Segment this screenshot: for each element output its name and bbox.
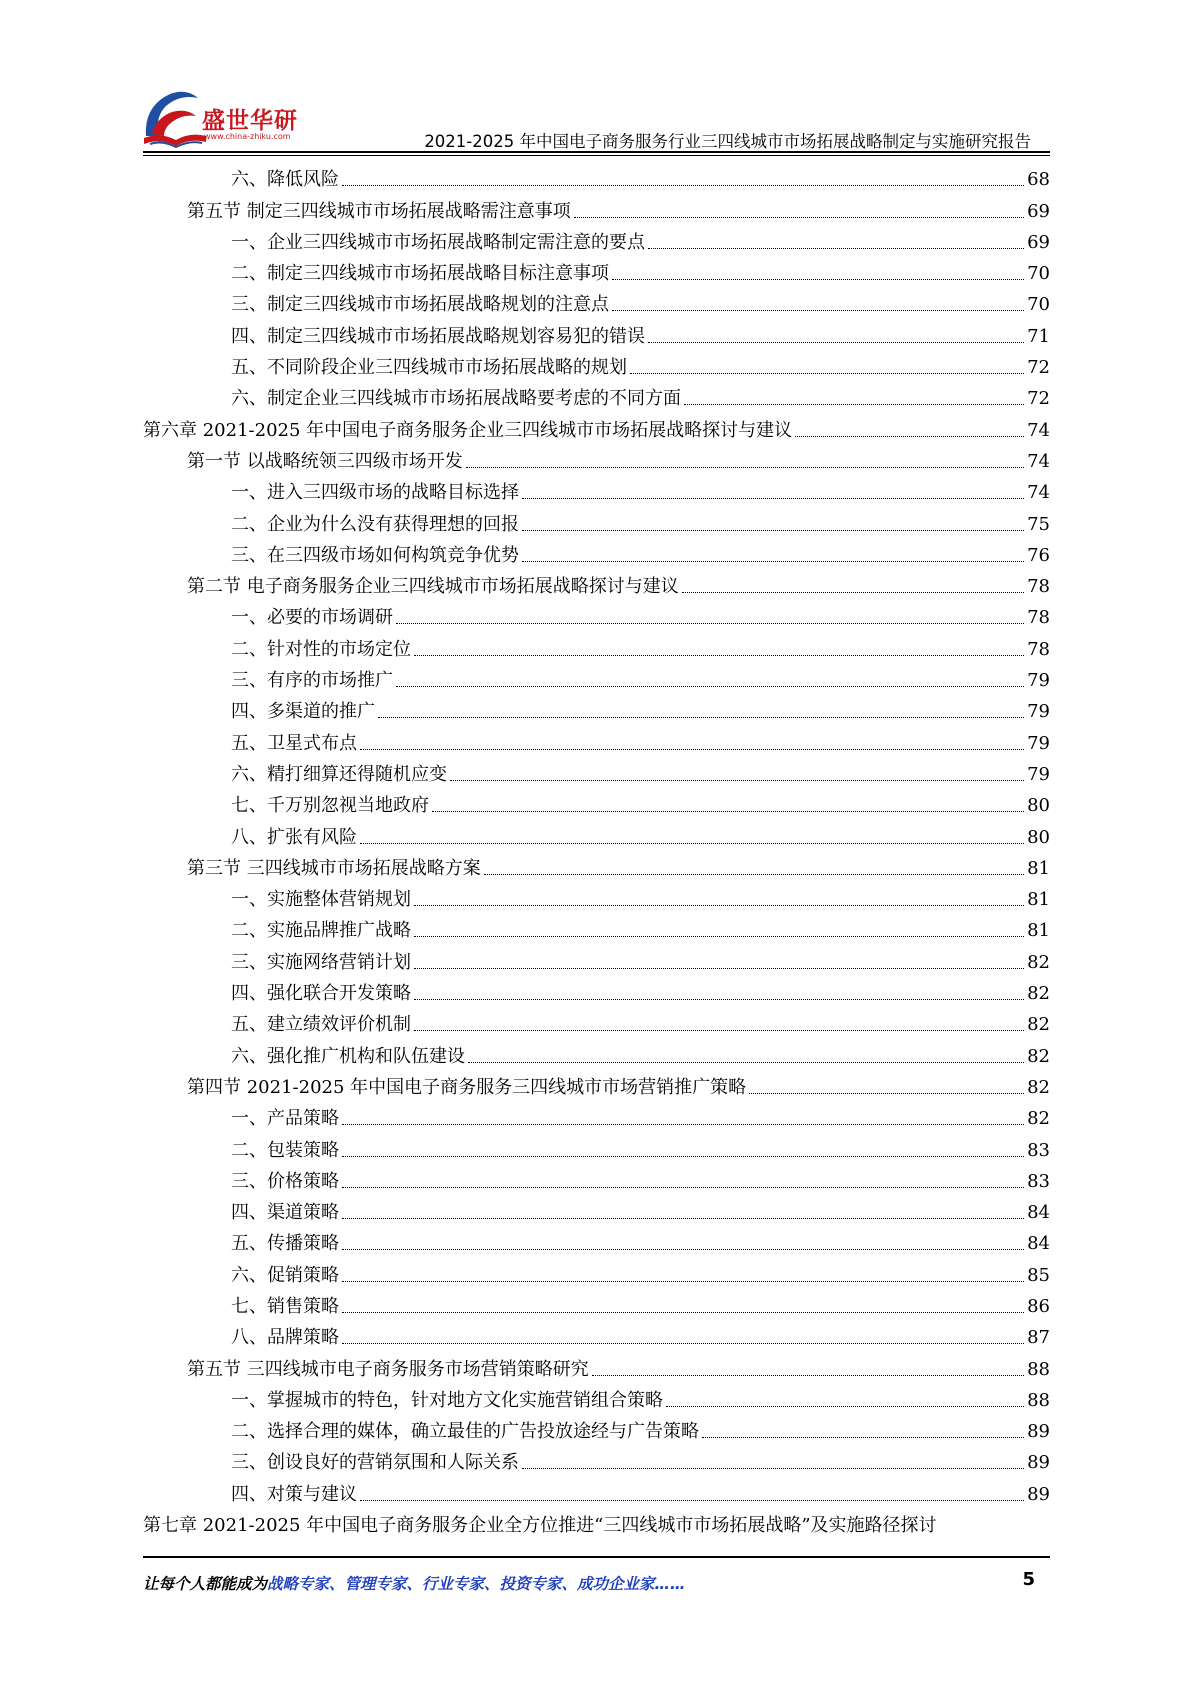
toc-page-number: 89: [1027, 1421, 1050, 1443]
toc-subsection-entry[interactable]: [143, 223, 1050, 254]
toc-entry-title: 三、有序的市场推广: [231, 670, 393, 692]
toc-dot-leader: [684, 404, 1024, 405]
toc-page-number: 78: [1027, 607, 1050, 629]
toc-dot-leader: [630, 373, 1024, 374]
toc-page-number: 82: [1027, 983, 1050, 1005]
toc-dot-leader: [414, 999, 1024, 1000]
toc-entry-title: 第一节 以战略统领三四级市场开发: [187, 450, 463, 472]
toc-dot-leader: [592, 1375, 1024, 1376]
toc-subsection-entry[interactable]: [143, 1318, 1050, 1349]
toc-entry-title: 一、实施整体营销规划: [231, 889, 411, 911]
toc-page-number: 86: [1027, 1295, 1050, 1317]
toc-subsection-entry[interactable]: [143, 285, 1050, 316]
toc-page-number: 69: [1027, 200, 1050, 222]
toc-dot-leader: [432, 811, 1024, 812]
toc-entry-title: 第六章 2021-2025 年中国电子商务服务企业三四线城市市场拓展战略探讨与建议: [143, 419, 793, 441]
toc-entry-title: 一、必要的市场调研: [231, 607, 393, 629]
toc-page-number: 84: [1027, 1202, 1050, 1224]
toc-dot-leader: [414, 936, 1024, 937]
page-header: [0, 0, 1191, 160]
toc-entry-title: 三、在三四级市场如何构筑竞争优势: [231, 544, 519, 566]
toc-dot-leader: [342, 1343, 1024, 1344]
toc-dot-leader: [360, 1500, 1024, 1501]
toc-page-number: 78: [1027, 638, 1050, 660]
toc-page-number: 74: [1027, 482, 1050, 504]
toc-subsection-entry[interactable]: [143, 1162, 1050, 1193]
toc-dot-leader: [484, 874, 1024, 875]
toc-entry-title: 六、强化推广机构和队伍建设: [231, 1045, 465, 1067]
toc-entry-title: 三、价格策略: [231, 1170, 339, 1192]
table-of-contents: [143, 160, 1050, 1537]
toc-dot-leader: [342, 1124, 1024, 1125]
toc-entry-title: 八、品牌策略: [231, 1327, 339, 1349]
toc-dot-leader: [360, 749, 1024, 750]
toc-dot-leader: [648, 248, 1024, 249]
toc-subsection-entry[interactable]: [143, 1287, 1050, 1318]
header-divider: [143, 151, 1050, 153]
toc-page-number: 83: [1027, 1170, 1050, 1192]
toc-page-number: 79: [1027, 732, 1050, 754]
toc-subsection-entry[interactable]: [143, 504, 1050, 535]
toc-entry-title: 四、制定三四线城市市场拓展战略规划容易犯的错误: [231, 325, 645, 347]
toc-section-entry[interactable]: [143, 191, 1050, 222]
toc-entry-title: 三、制定三四线城市市场拓展战略规划的注意点: [231, 294, 609, 316]
toc-subsection-entry[interactable]: [143, 254, 1050, 285]
toc-page-number: 70: [1027, 294, 1050, 316]
toc-dot-leader: [342, 185, 1024, 186]
toc-page-number: 68: [1027, 169, 1050, 191]
toc-entry-title: 第七章 2021-2025 年中国电子商务服务企业全方位推进“三四线城市市场拓展战略”及实施路径探讨: [143, 1515, 937, 1537]
toc-page-number: 88: [1027, 1358, 1050, 1380]
toc-subsection-entry[interactable]: [143, 692, 1050, 723]
toc-entry-title: 八、扩张有风险: [231, 826, 357, 848]
logo-name: 盛世华研: [202, 108, 298, 134]
toc-entry-title: 一、产品策略: [231, 1108, 339, 1130]
toc-subsection-entry[interactable]: [143, 536, 1050, 567]
toc-entry-title: 六、精打细算还得随机应变: [231, 763, 447, 785]
toc-entry-title: 六、降低风险: [231, 169, 339, 191]
toc-entry-title: 二、包装策略: [231, 1139, 339, 1161]
toc-subsection-entry[interactable]: [143, 661, 1050, 692]
footer-divider: [143, 1556, 1050, 1558]
toc-subsection-entry[interactable]: [143, 1381, 1050, 1412]
toc-dot-leader: [414, 655, 1024, 656]
toc-entry-title: 五、不同阶段企业三四线城市市场拓展战略的规划: [231, 357, 627, 379]
toc-page-number: 78: [1027, 576, 1050, 598]
toc-dot-leader: [749, 1093, 1024, 1094]
toc-section-entry[interactable]: [143, 1068, 1050, 1099]
toc-entry-title: 四、多渠道的推广: [231, 701, 375, 723]
toc-dot-leader: [378, 717, 1024, 718]
toc-dot-leader: [522, 1468, 1024, 1469]
page-number: 5: [1022, 1569, 1035, 1590]
toc-entry-title: 二、选择合理的媒体，确立最佳的广告投放途经与广告策略: [231, 1421, 699, 1443]
toc-page-number: 81: [1027, 920, 1050, 942]
toc-section-entry[interactable]: [143, 567, 1050, 598]
footer-slogan-lead: 让每个人都能成为: [143, 1575, 268, 1593]
toc-entry-title: 一、企业三四线城市市场拓展战略制定需注意的要点: [231, 231, 645, 253]
toc-subsection-entry[interactable]: [143, 1412, 1050, 1443]
toc-entry-title: 五、卫星式布点: [231, 732, 357, 754]
toc-dot-leader: [414, 968, 1024, 969]
toc-page-number: 81: [1027, 857, 1050, 879]
toc-dot-leader: [702, 1437, 1024, 1438]
toc-entry-title: 六、促销策略: [231, 1264, 339, 1286]
logo-url: www.china-zhiku.com: [204, 132, 291, 141]
toc-entry-title: 第五节 三四线城市电子商务服务市场营销策略研究: [187, 1358, 589, 1380]
company-logo: [140, 84, 340, 154]
toc-subsection-entry[interactable]: [143, 974, 1050, 1005]
toc-subsection-entry[interactable]: [143, 348, 1050, 379]
toc-subsection-entry[interactable]: [143, 1099, 1050, 1130]
toc-dot-leader: [396, 686, 1024, 687]
toc-page-number: 80: [1027, 795, 1050, 817]
toc-page-number: 79: [1027, 670, 1050, 692]
toc-dot-leader: [648, 342, 1024, 343]
toc-dot-leader: [414, 905, 1024, 906]
toc-subsection-entry[interactable]: [143, 1036, 1050, 1067]
toc-entry-title: 四、渠道策略: [231, 1202, 339, 1224]
toc-dot-leader: [342, 1156, 1024, 1157]
header-divider-thin: [143, 155, 1050, 156]
toc-entry-title: 七、销售策略: [231, 1295, 339, 1317]
toc-page-number: 76: [1027, 544, 1050, 566]
toc-page-number: 85: [1027, 1264, 1050, 1286]
toc-dot-leader: [450, 780, 1024, 781]
toc-section-entry[interactable]: [143, 849, 1050, 880]
toc-page-number: 89: [1027, 1483, 1050, 1505]
toc-entry-title: 三、实施网络营销计划: [231, 951, 411, 973]
toc-dot-leader: [522, 561, 1024, 562]
toc-page-number: 89: [1027, 1452, 1050, 1474]
toc-entry-title: 第二节 电子商务服务企业三四线城市市场拓展战略探讨与建议: [187, 576, 679, 598]
toc-page-number: 72: [1027, 388, 1050, 410]
toc-section-entry[interactable]: [143, 442, 1050, 473]
toc-entry-title: 一、掌握城市的特色，针对地方文化实施营销组合策略: [231, 1389, 663, 1411]
toc-dot-leader: [666, 1406, 1024, 1407]
toc-page-number: 69: [1027, 231, 1050, 253]
toc-entry-title: 五、建立绩效评价机制: [231, 1014, 411, 1036]
toc-subsection-entry[interactable]: [143, 1443, 1050, 1474]
toc-dot-leader: [466, 467, 1024, 468]
toc-page-number: 79: [1027, 701, 1050, 723]
toc-page-number: 82: [1027, 1045, 1050, 1067]
toc-subsection-entry[interactable]: [143, 473, 1050, 504]
toc-subsection-entry[interactable]: [143, 1193, 1050, 1224]
toc-subsection-entry[interactable]: [143, 316, 1050, 347]
toc-entry-title: 二、制定三四线城市市场拓展战略目标注意事项: [231, 263, 609, 285]
toc-subsection-entry[interactable]: [143, 629, 1050, 660]
toc-page-number: 80: [1027, 826, 1050, 848]
toc-subsection-entry[interactable]: [143, 1474, 1050, 1505]
toc-entry-title: 五、传播策略: [231, 1233, 339, 1255]
toc-entry-title: 四、强化联合开发策略: [231, 983, 411, 1005]
toc-dot-leader: [612, 310, 1024, 311]
toc-subsection-entry[interactable]: [143, 755, 1050, 786]
toc-page-number: 88: [1027, 1389, 1050, 1411]
toc-page-number: 82: [1027, 1108, 1050, 1130]
toc-subsection-entry[interactable]: [143, 379, 1050, 410]
toc-dot-leader: [468, 1062, 1024, 1063]
footer-slogan-roles: 战略专家、管理专家、行业专家、投资专家、成功企业家……: [267, 1575, 686, 1593]
toc-subsection-entry[interactable]: [143, 911, 1050, 942]
toc-dot-leader: [342, 1218, 1024, 1219]
toc-subsection-entry[interactable]: [143, 942, 1050, 973]
toc-page-number: 79: [1027, 763, 1050, 785]
toc-dot-leader: [396, 623, 1024, 624]
toc-entry-title: 一、进入三四级市场的战略目标选择: [231, 482, 519, 504]
toc-section-entry[interactable]: [143, 1349, 1050, 1380]
toc-page-number: 84: [1027, 1233, 1050, 1255]
toc-entry-title: 第四节 2021-2025 年中国电子商务服务三四线城市市场营销推广策略: [187, 1076, 747, 1098]
footer-slogan: [143, 1572, 686, 1594]
toc-dot-leader: [342, 1249, 1024, 1250]
toc-chapter-entry[interactable]: [143, 1506, 1050, 1537]
toc-subsection-entry[interactable]: [143, 817, 1050, 848]
toc-page-number: 75: [1027, 513, 1050, 535]
toc-subsection-entry[interactable]: [143, 1005, 1050, 1036]
toc-dot-leader: [574, 217, 1024, 218]
toc-entry-title: 二、针对性的市场定位: [231, 638, 411, 660]
toc-subsection-entry[interactable]: [143, 598, 1050, 629]
report-title: 2021-2025 年中国电子商务服务行业三四线城市市场拓展战略制定与实施研究报告: [424, 132, 1031, 151]
toc-entry-title: 二、实施品牌推广战略: [231, 920, 411, 942]
toc-entry-title: 四、对策与建议: [231, 1483, 357, 1505]
toc-subsection-entry[interactable]: [143, 880, 1050, 911]
toc-page-number: 74: [1027, 450, 1050, 472]
toc-entry-title: 第五节 制定三四线城市市场拓展战略需注意事项: [187, 200, 571, 222]
toc-subsection-entry[interactable]: [143, 786, 1050, 817]
toc-entry-title: 三、创设良好的营销氛围和人际关系: [231, 1452, 519, 1474]
toc-entry-title: 第三节 三四线城市市场拓展战略方案: [187, 857, 481, 879]
toc-page-number: 81: [1027, 889, 1050, 911]
toc-page-number: 82: [1027, 951, 1050, 973]
toc-dot-leader: [414, 1030, 1024, 1031]
toc-subsection-entry[interactable]: [143, 1224, 1050, 1255]
toc-page-number: 72: [1027, 357, 1050, 379]
toc-subsection-entry[interactable]: [143, 160, 1050, 191]
toc-dot-leader: [360, 843, 1024, 844]
toc-chapter-entry[interactable]: [143, 410, 1050, 441]
toc-entry-title: 六、制定企业三四线城市市场拓展战略要考虑的不同方面: [231, 388, 681, 410]
toc-page-number: 82: [1027, 1014, 1050, 1036]
toc-dot-leader: [522, 498, 1024, 499]
toc-dot-leader: [795, 436, 1024, 437]
toc-dot-leader: [522, 530, 1024, 531]
toc-subsection-entry[interactable]: [143, 1255, 1050, 1286]
toc-entry-title: 七、千万别忽视当地政府: [231, 795, 429, 817]
toc-dot-leader: [612, 279, 1024, 280]
toc-page-number: 87: [1027, 1327, 1050, 1349]
toc-subsection-entry[interactable]: [143, 1130, 1050, 1161]
toc-dot-leader: [342, 1187, 1024, 1188]
toc-dot-leader: [682, 592, 1024, 593]
toc-dot-leader: [342, 1312, 1024, 1313]
toc-dot-leader: [342, 1281, 1024, 1282]
toc-page-number: 82: [1027, 1076, 1050, 1098]
toc-page-number: 83: [1027, 1139, 1050, 1161]
toc-page-number: 70: [1027, 263, 1050, 285]
toc-entry-title: 二、企业为什么没有获得理想的回报: [231, 513, 519, 535]
toc-page-number: 74: [1027, 419, 1050, 441]
toc-subsection-entry[interactable]: [143, 723, 1050, 754]
toc-page-number: 71: [1027, 325, 1050, 347]
